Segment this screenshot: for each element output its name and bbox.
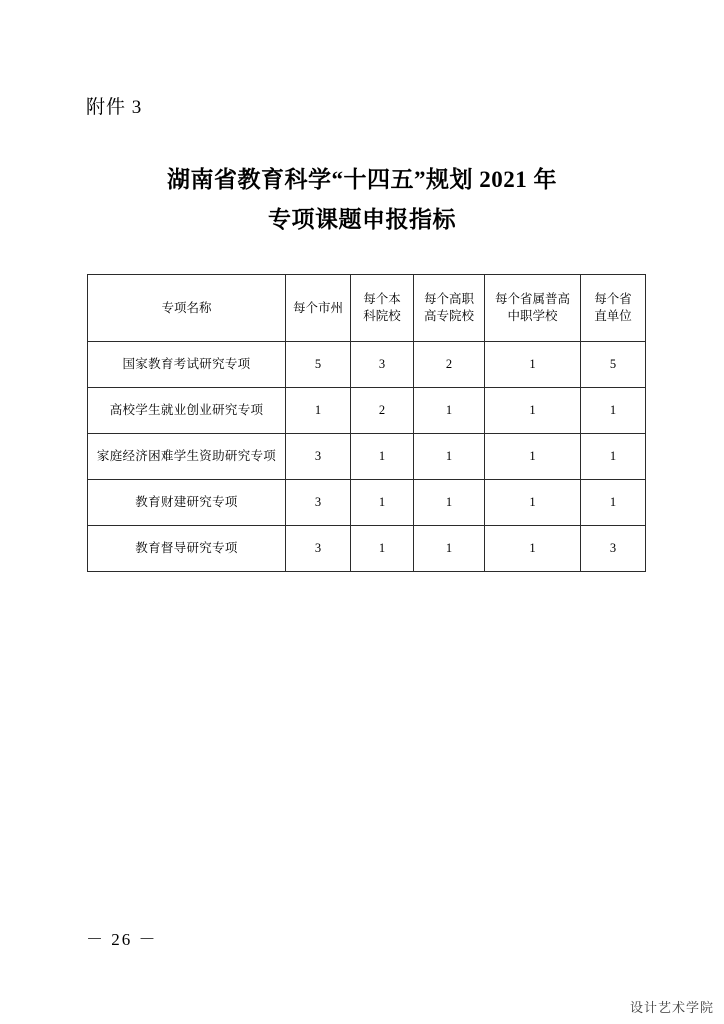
header-sub-4: 中职学校 [507, 309, 558, 323]
title-line-1: 湖南省教育科学“十四五”规划 2021 年 [167, 167, 557, 192]
page-title [86, 160, 638, 240]
cell-0-2: 2 [414, 342, 485, 388]
row-label-3: 教育财建研究专项 [88, 480, 286, 526]
header-sub-3: 高专院校 [423, 309, 474, 323]
page-number: － 26 － [86, 930, 158, 949]
cell-4-3: 1 [485, 526, 581, 572]
cell-4-4: 3 [581, 526, 646, 572]
title-line-2: 专项课题申报指标 [268, 207, 456, 232]
indicator-table [87, 274, 646, 572]
watermark: 设计艺术学院 [629, 1000, 714, 1015]
table-header-cell-3 [414, 275, 485, 342]
cell-3-1: 1 [351, 480, 414, 526]
cell-0-0: 5 [286, 342, 351, 388]
header-main-1: 每个市州 [292, 300, 343, 315]
header-main-4: 每个省属普高 [494, 292, 570, 306]
cell-0-4: 5 [581, 342, 646, 388]
cell-2-3: 1 [485, 434, 581, 480]
table-header-row [88, 275, 646, 342]
cell-1-3: 1 [485, 388, 581, 434]
cell-0-1: 3 [351, 342, 414, 388]
table-header [88, 275, 646, 342]
header-main-3: 每个高职 [423, 292, 474, 306]
table-row [88, 342, 646, 388]
cell-0-3: 1 [485, 342, 581, 388]
table-header-cell-0 [88, 275, 286, 342]
cell-3-0: 3 [286, 480, 351, 526]
row-label-1: 高校学生就业创业研究专项 [88, 388, 286, 434]
cell-2-1: 1 [351, 434, 414, 480]
table-row [88, 480, 646, 526]
row-label-2: 家庭经济困难学生资助研究专项 [88, 434, 286, 480]
cell-2-0: 3 [286, 434, 351, 480]
attachment-label: 附件 3 [86, 97, 143, 118]
cell-2-2: 1 [414, 434, 485, 480]
cell-4-1: 1 [351, 526, 414, 572]
table-row [88, 526, 646, 572]
table-header-cell-5 [581, 275, 646, 342]
cell-4-0: 3 [286, 526, 351, 572]
cell-3-3: 1 [485, 480, 581, 526]
header-main-2: 每个本 [363, 292, 401, 306]
row-label-4: 教育督导研究专项 [88, 526, 286, 572]
header-sub-5: 直单位 [594, 309, 632, 323]
cell-2-4: 1 [581, 434, 646, 480]
cell-1-1: 2 [351, 388, 414, 434]
cell-1-2: 1 [414, 388, 485, 434]
header-sub-2: 科院校 [363, 309, 401, 323]
cell-1-0: 1 [286, 388, 351, 434]
row-label-0: 国家教育考试研究专项 [88, 342, 286, 388]
table-header-cell-2 [351, 275, 414, 342]
cell-3-4: 1 [581, 480, 646, 526]
cell-1-4: 1 [581, 388, 646, 434]
table-row [88, 388, 646, 434]
header-main-0: 专项名称 [161, 300, 212, 315]
table-header-cell-4 [485, 275, 581, 342]
table-body [88, 342, 646, 572]
table-header-cell-1 [286, 275, 351, 342]
cell-3-2: 1 [414, 480, 485, 526]
cell-4-2: 1 [414, 526, 485, 572]
table-row [88, 434, 646, 480]
header-main-5: 每个省 [594, 292, 632, 306]
